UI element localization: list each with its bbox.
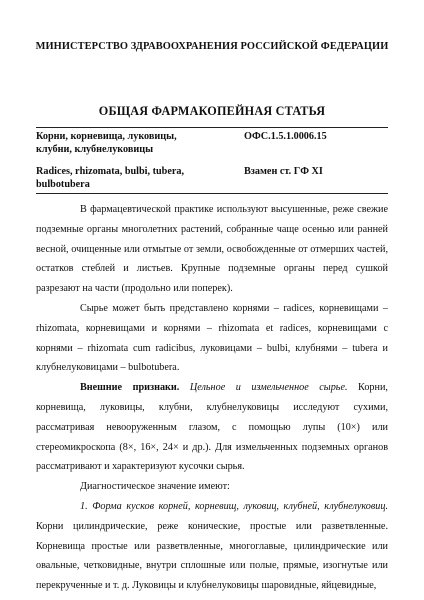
- bottom-divider: [36, 193, 388, 194]
- paragraph-external-features: [36, 378, 388, 477]
- paragraph-shape-text: Корни цилиндрические, реже конические, простые или разветвленные. Корневища простые или разветвленные, многоглавые, цилиндрические или овальные, четковидные, внутри сплошные или полые, прямые, изогнутые или перекрученные и т. д. Луковицы и клубнелуковицы шаровидные, яйцевидные,: [36, 520, 388, 592]
- paragraph-raw-material-types: Сырье может быть представлено корнями – radices, корневищами – rhizomata, корневищами и корнями – rhizomata et radices, корневищами с корнями – rhizomata cum radicibus, луковицами – bulbi, клубнями – tubera и клубнелуковицами – bulbotubera.: [36, 302, 388, 374]
- article-type-title: ОБЩАЯ ФАРМАКОПЕЙНАЯ СТАТЬЯ: [98, 104, 326, 118]
- paragraph-diagnostic-intro: Диагностическое значение имеют:: [80, 481, 230, 493]
- subheading-shape: 1. Форма кусков корней, корневищ, луковиц, клубней, клубнелуковиц.: [80, 500, 388, 512]
- paragraph-shape: [36, 497, 388, 596]
- paragraph-intro: В фармацевтической практике используют высушенные, реже свежие подземные органы многолетних растений, собранные чаще осенью или ранней весной, очищенные или отмытые от земли, освобожденные от отмерших частей, остатков стеблей и листьев. Крупные подземные органы перед сушкой разрезают на части (продольно или поперек).: [36, 204, 388, 295]
- subheading-whole-and-crushed: Цельное и измельченное сырье.: [189, 382, 348, 394]
- section-heading-external-features: Внешние признаки.: [80, 382, 180, 394]
- article-code: ОФС.1.5.1.0006.15: [244, 131, 327, 142]
- name-ru-line2: клубни, клубнелуковицы: [36, 144, 154, 155]
- name-latin-line2: bulbotubera: [36, 179, 90, 190]
- replaces-note: Взамен ст. ГФ XI: [244, 166, 323, 177]
- name-latin: [36, 165, 226, 191]
- name-ru-line1: Корни, корневища, луковицы,: [36, 131, 177, 142]
- top-divider: [36, 127, 388, 128]
- paragraph-external-features-text: Корни, корневища, луковицы, клубни, клубнелуковицы исследуют сухими, рассматривая невооруженным глазом, с помощью лупы (10×) или стереомикроскопа (8×, 16×, 24× и др.). Для измельченных подземных органов рассматривают и характеризуют кусочки сырья.: [36, 382, 388, 473]
- ministry-header: МИНИСТЕРСТВО ЗДРАВООХРАНЕНИЯ РОССИЙСКОЙ ФЕДЕРАЦИИ: [35, 41, 389, 52]
- article-body: [36, 200, 388, 596]
- name-ru: [36, 130, 226, 156]
- name-latin-line1: Radices, rhizomata, bulbi, tubera,: [36, 166, 185, 177]
